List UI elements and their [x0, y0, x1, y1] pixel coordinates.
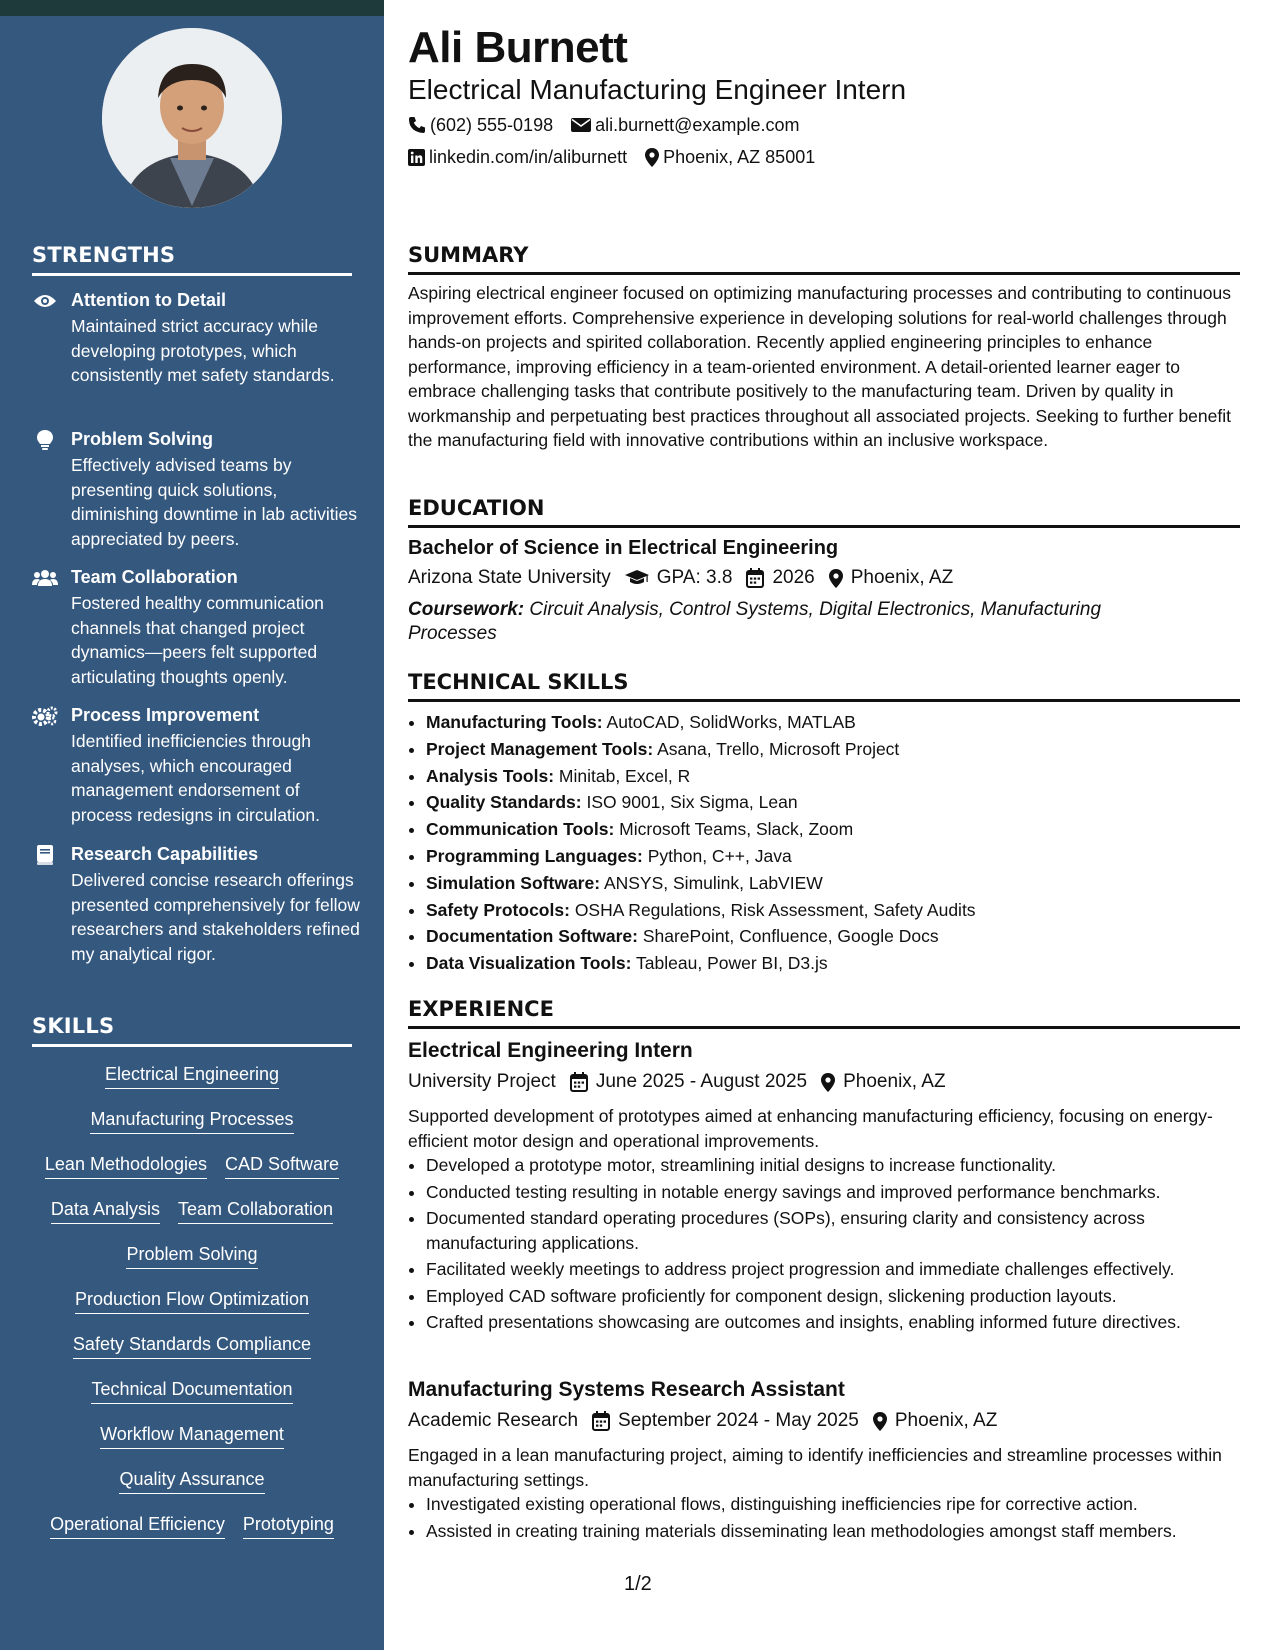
job-bullet: • Assisted in creating training materials disseminating lean methodologies amongst staff members.	[426, 1519, 1258, 1544]
technical-skills-rule	[408, 699, 1240, 702]
job-bullets	[408, 1492, 1258, 1545]
skill-row	[32, 1333, 352, 1359]
technical-skill-item: • Project Management Tools: Asana, Trello, Microsoft Project	[426, 737, 1258, 762]
technical-skill-item: • Analysis Tools: Minitab, Excel, R	[426, 764, 1258, 789]
map-pin-icon	[645, 148, 659, 167]
skill-tag: Electrical Engineering	[105, 1063, 279, 1089]
calendar-icon	[592, 1411, 610, 1431]
education-location-text: Phoenix, AZ	[850, 567, 954, 588]
year-text: 2026	[772, 567, 815, 588]
skill-row	[32, 1513, 352, 1539]
map-pin-icon	[821, 1073, 835, 1092]
coursework-label: Coursework:	[408, 599, 525, 620]
job-bullet: • Investigated existing operational flows, distinguishing inefficiencies ripe for corrective action.	[426, 1492, 1258, 1517]
skills-rule	[32, 1044, 352, 1047]
eye-icon	[32, 290, 58, 312]
skill-tag: Manufacturing Processes	[90, 1108, 293, 1134]
skill-tag: Technical Documentation	[91, 1378, 292, 1404]
strength-title: Attention to Detail	[71, 290, 226, 310]
job-meta	[408, 1070, 960, 1094]
year-item	[746, 566, 814, 590]
location-text: Phoenix, AZ 85001	[663, 147, 816, 167]
job-dates: September 2024 - May 2025	[618, 1410, 859, 1431]
strength-description: Maintained strict accuracy while developing prototypes, which consistently met safety standards.	[71, 316, 335, 385]
skill-tag: Operational Efficiency	[50, 1513, 225, 1539]
skill-row	[32, 1198, 352, 1224]
gears-icon	[32, 705, 58, 727]
strength-title: Process Improvement	[71, 705, 260, 725]
coursework-text: Circuit Analysis, Control Systems, Digital Electronics, Manufacturing Processes	[408, 599, 1102, 644]
strength-description: Fostered healthy communication channels that changed project dynamics—peers felt supported articulating thoughts openly.	[71, 593, 324, 687]
strength-description: Delivered concise research offerings presented comprehensively for fellow researchers and stakeholders refined my analytical rigor.	[71, 870, 360, 964]
job-title: Manufacturing Systems Research Assistant	[408, 1378, 845, 1401]
strength-title: Team Collaboration	[71, 567, 238, 587]
technical-skill-item: • Documentation Software: SharePoint, Confluence, Google Docs	[426, 924, 1258, 949]
school-name: Arizona State University	[408, 567, 611, 588]
linkedin-icon	[408, 149, 425, 166]
email-contact[interactable]	[571, 114, 799, 136]
skill-tag: Quality Assurance	[119, 1468, 264, 1494]
job-location: Phoenix, AZ	[894, 1410, 998, 1431]
map-pin-icon	[829, 569, 843, 588]
skill-tag: Workflow Management	[100, 1423, 284, 1449]
users-icon	[32, 567, 58, 589]
job-org: Academic Research	[408, 1410, 579, 1431]
skill-row	[32, 1108, 352, 1134]
page-number: 1/2	[624, 1573, 652, 1595]
strengths-rule	[32, 273, 352, 276]
job-summary: Supported development of prototypes aimed at enhancing manufacturing efficiency, focusing on energy-efficient motor design and operational improvements.	[408, 1106, 1213, 1151]
technical-skill-item: • Programming Languages: Python, C++, Java	[426, 844, 1258, 869]
gpa-item	[625, 566, 733, 590]
job-bullet: • Conducted testing resulting in notable energy savings and improved performance benchmarks.	[426, 1180, 1258, 1205]
summary-text: Aspiring electrical engineer focused on optimizing manufacturing processes and contributing to continuous improvement efforts. Comprehensive experience in developing solutions for real-world challenges through hands-on projects and spirited collaboration. Recently applied engineering principles to enhance performance, improving efficiency in a team-oriented environment. A detail-oriented learner eager to embrace challenging tasks that contribute positively to the manufacturing team. Driven by quality in workmanship and perpetuating best practices throughout all associated projects. Seeking to further benefit the manufacturing field with innovative contributions within an inclusive workspace.	[408, 283, 1231, 450]
coursework	[408, 598, 1188, 646]
job-dates-item	[570, 1070, 807, 1094]
calendar-icon	[746, 568, 764, 588]
technical-skill-item: • Safety Protocols: OSHA Regulations, Risk Assessment, Safety Audits	[426, 898, 1258, 923]
linkedin-contact[interactable]	[408, 146, 627, 168]
email-text: ali.burnett@example.com	[595, 115, 800, 135]
lightbulb-icon	[32, 429, 58, 451]
strength-description: Effectively advised teams by presenting quick solutions, diminishing downtime in lab activities appreciated by peers.	[71, 455, 357, 549]
experience-heading: EXPERIENCE	[408, 997, 554, 1021]
skills-heading: SKILLS	[32, 1014, 115, 1038]
skill-row	[32, 1243, 352, 1269]
education-heading: EDUCATION	[408, 496, 545, 520]
skill-row	[32, 1063, 352, 1089]
strength-title: Research Capabilities	[71, 844, 259, 864]
map-pin-icon	[873, 1412, 887, 1431]
technical-skill-item: • Communication Tools: Microsoft Teams, Slack, Zoom	[426, 817, 1258, 842]
education-rule	[408, 525, 1240, 528]
education-location-item	[829, 566, 953, 590]
profile-photo	[102, 28, 282, 208]
skill-row	[32, 1378, 352, 1404]
technical-skills-list	[408, 710, 1258, 978]
sidebar	[0, 16, 384, 1650]
technical-skill-item: • Data Visualization Tools: Tableau, Power BI, D3.js	[426, 951, 1258, 976]
job-meta	[408, 1409, 1011, 1433]
job-dates: June 2025 - August 2025	[595, 1071, 808, 1092]
top-band	[0, 0, 384, 16]
phone-icon	[408, 116, 426, 134]
skill-tag: Lean Methodologies	[45, 1153, 207, 1179]
technical-skill-item: • Manufacturing Tools: AutoCAD, SolidWorks, MATLAB	[426, 710, 1258, 735]
skill-tag: Production Flow Optimization	[75, 1288, 309, 1314]
skill-row	[32, 1468, 352, 1494]
job-bullet: • Crafted presentations showcasing are outcomes and insights, enabling informed future directives.	[426, 1310, 1258, 1335]
summary-heading: SUMMARY	[408, 243, 529, 267]
job-title: Electrical Engineering Intern	[408, 1039, 693, 1062]
gpa-text: GPA: 3.8	[656, 567, 733, 588]
job-location-item	[821, 1070, 945, 1094]
strength-title: Problem Solving	[71, 429, 214, 449]
job-dates-item	[592, 1409, 859, 1433]
strengths-heading: STRENGTHS	[32, 243, 176, 267]
linkedin-text: linkedin.com/in/aliburnett	[429, 147, 628, 167]
job-bullet: • Developed a prototype motor, streamlining initial designs to increase functionality.	[426, 1153, 1258, 1178]
candidate-role: Electrical Manufacturing Engineer Intern	[408, 74, 907, 105]
technical-skill-item: • Simulation Software: ANSYS, Simulink, LabVIEW	[426, 871, 1258, 896]
job-bullet: • Documented standard operating procedures (SOPs), ensuring clarity and consistency across manufacturing applications.	[426, 1206, 1258, 1255]
phone-text: (602) 555-0198	[430, 115, 554, 135]
book-icon	[32, 844, 58, 866]
graduation-cap-icon	[625, 570, 649, 586]
skill-row	[32, 1423, 352, 1449]
experience-rule	[408, 1026, 1240, 1029]
skill-row	[32, 1153, 352, 1179]
envelope-icon	[571, 117, 591, 133]
calendar-icon	[570, 1072, 588, 1092]
location-contact	[645, 146, 815, 168]
technical-skills-heading: TECHNICAL SKILLS	[408, 670, 629, 694]
skill-tag: Safety Standards Compliance	[73, 1333, 311, 1359]
job-summary: Engaged in a lean manufacturing project, aiming to identify inefficiencies and streamline processes within manufacturing settings.	[408, 1445, 1222, 1490]
contact-row	[408, 146, 833, 168]
technical-skill-item: • Quality Standards: ISO 9001, Six Sigma, Lean	[426, 790, 1258, 815]
education-meta	[408, 566, 967, 590]
job-bullet: • Employed CAD software proficiently for component design, slickening production layouts.	[426, 1284, 1258, 1309]
job-location: Phoenix, AZ	[843, 1071, 946, 1092]
candidate-name: Ali Burnett	[408, 23, 628, 72]
job-bullets	[408, 1153, 1258, 1337]
skill-tag: CAD Software	[225, 1153, 339, 1179]
strength-description: Identified inefficiencies through analyses, which encouraged management endorsement of process redesigns in circulation.	[71, 731, 321, 825]
skill-tag: Team Collaboration	[178, 1198, 333, 1224]
skill-row	[32, 1288, 352, 1314]
summary-rule	[408, 272, 1240, 275]
job-org: University Project	[408, 1071, 556, 1092]
skill-tag: Data Analysis	[51, 1198, 160, 1224]
job-location-item	[873, 1409, 997, 1433]
skill-tag: Problem Solving	[126, 1243, 257, 1269]
degree-title: Bachelor of Science in Electrical Engineering	[408, 537, 839, 559]
skill-tag: Prototyping	[243, 1513, 334, 1539]
phone-contact[interactable]	[408, 114, 553, 136]
job-bullet: • Facilitated weekly meetings to address project progression and immediate challenges effectively.	[426, 1257, 1258, 1282]
contact-row	[408, 114, 817, 136]
